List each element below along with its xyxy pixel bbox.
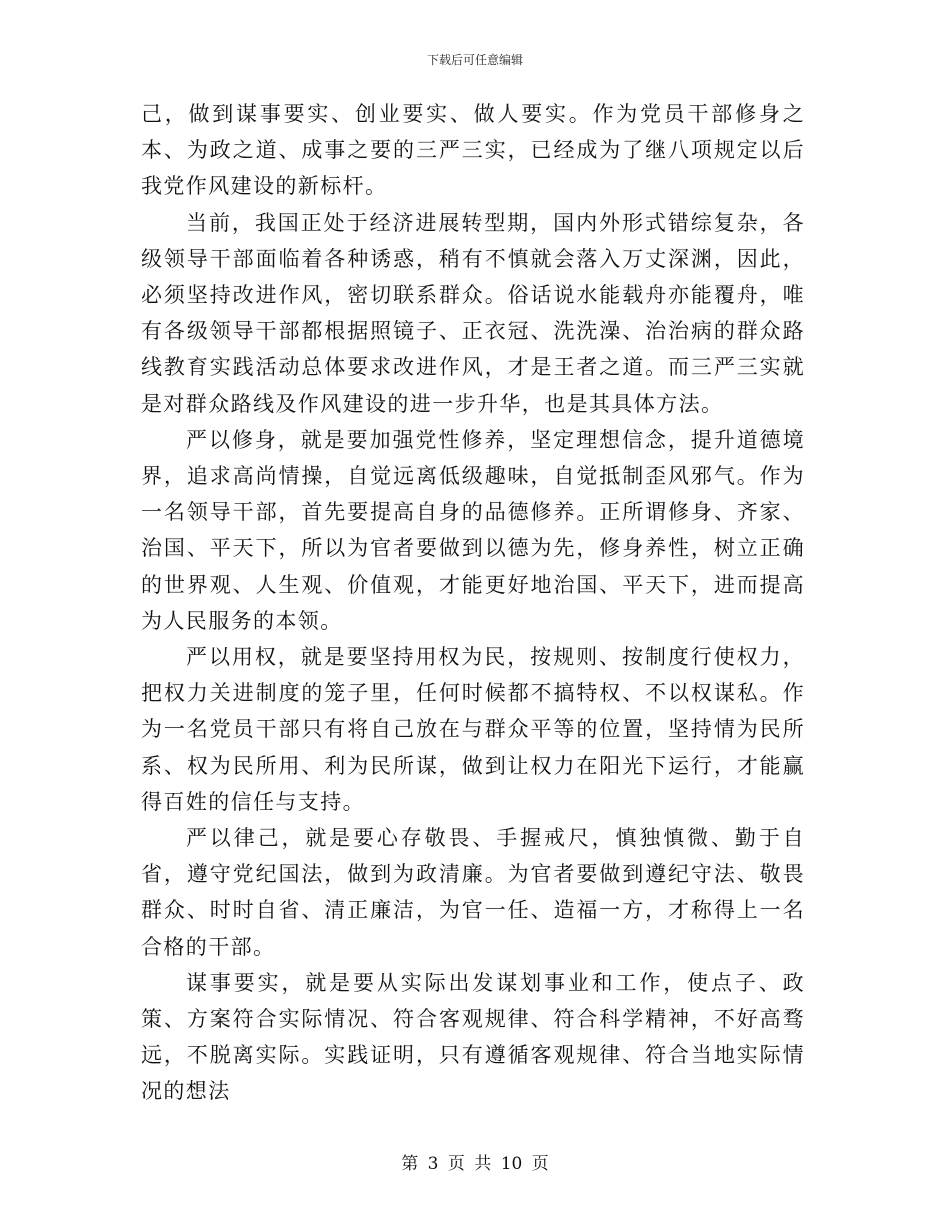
paragraph-self-cultivation: 严以修身，就是要加强党性修养，坚定理想信念，提升道德境界，追求高尚情操，自觉远离低级趣味，自觉抵制歪风邪气。作为一名领导干部，首先要提高自身的品德修养。正所谓修身、齐家、治国、平天下，所以为官者要做到以德为先，修身养性，树立正确的世界观、人生观、价值观，才能更好地治国、平天下，进而提高为人民服务的本领。 (141, 427, 805, 633)
page-footer: 第 3 页 共 10 页 (401, 1154, 549, 1174)
paragraph-practical-planning: 谋事要实，就是要从实际出发谋划事业和工作，使点子、政策、方案符合实际情况、符合客观规律、符合科学精神，不好高骛远，不脱离实际。实践证明，只有遵循客观规律、符合当地实际情况的想法 (141, 970, 805, 1104)
paragraph-self-discipline: 严以律己，就是要心存敬畏、手握戒尺，慎独慎微、勤于自省，遵守党纪国法，做到为政清廉。为官者要做到遵纪守法、敬畏群众、时时自省、清正廉洁，为官一任、造福一方，才称得上一名合格的干部。 (141, 826, 805, 959)
paragraph-continuation: 己，做到谋事要实、创业要实、做人要实。作为党员干部修身之本、为政之道、成事之要的三严三实，已经成为了继八项规定以后我党作风建设的新标杆。 (141, 102, 805, 199)
document-body (141, 96, 805, 1110)
paragraph-use-of-power: 严以用权，就是要坚持用权为民，按规则、按制度行使权力，把权力关进制度的笼子里，任何时候都不搞特权、不以权谋私。作为一名党员干部只有将自己放在与群众平等的位置，坚持情为民所系、权为民所用、利为民所谋，做到让权力在阳光下运行，才能赢得百姓的信任与支持。 (141, 645, 805, 814)
paragraph-current-situation: 当前，我国正处于经济进展转型期，国内外形式错综复杂，各级领导干部面临着各种诱惑，稍有不慎就会落入万丈深渊，因此，必须坚持改进作风，密切联系群众。俗话说水能载舟亦能覆舟，唯有各级领导干部都根据照镜子、正衣冠、洗洗澡、治治病的群众路线教育实践活动总体要求改进作风，才是王者之道。而三严三实就是对群众路线及作风建设的进一步升华，也是其具体方法。 (141, 210, 805, 416)
page-header: 下载后可任意编辑 (426, 53, 523, 67)
